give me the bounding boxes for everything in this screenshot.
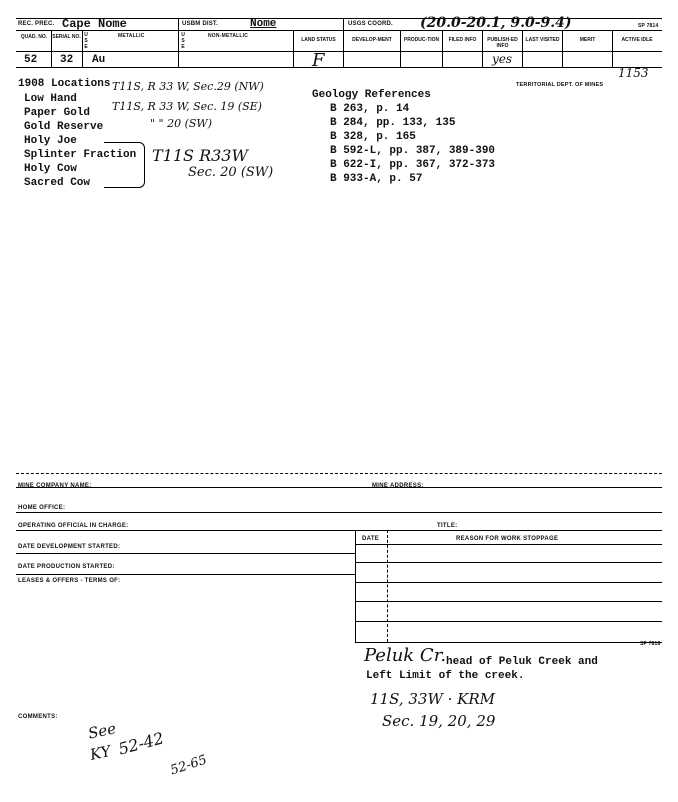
divider <box>562 30 563 67</box>
published-info-label: PUBLISH-ED INFO <box>487 37 518 49</box>
location-hand-1: 11S, 33W · KRM <box>370 690 496 708</box>
metallic-side: U S E <box>84 32 88 50</box>
mine-address-label: MINE ADDRESS: <box>372 483 424 489</box>
list-item: Paper Gold <box>24 107 91 119</box>
production-label: PRODUC-TION <box>403 37 440 43</box>
list-item: Holy Joe <box>24 135 77 147</box>
lower-dash-line <box>16 473 662 474</box>
geology-refs <box>330 102 495 186</box>
geology-title: Geology References <box>312 89 431 101</box>
metallic-label: METALLIC <box>118 33 145 39</box>
date-label: DATE <box>362 536 380 542</box>
comments-hand-1: See <box>86 719 118 743</box>
rec-prec-value: Cape Nome <box>62 17 127 31</box>
lower-line-3 <box>16 530 662 531</box>
date-production-label: DATE PRODUCTION STARTED: <box>18 564 115 570</box>
stoppage-line <box>355 642 662 643</box>
list-item: B 263, p. 14 <box>330 103 410 115</box>
list-item: B 933-A, p. 57 <box>330 173 423 185</box>
filed-info-label: FILED INFO <box>448 37 477 43</box>
lower-line-4 <box>16 553 355 554</box>
merit-label: MERIT <box>579 37 596 43</box>
operating-official-label: OPERATING OFFICIAL IN CHARGE: <box>18 523 129 529</box>
list-item: Gold Reserve <box>24 121 104 133</box>
usgs-coord-label: USGS COORD. <box>348 21 393 27</box>
serial-no-value: 32 <box>60 54 74 66</box>
lower-line-2 <box>16 512 662 513</box>
usgs-coord-value: (20.0-20.1, 9.0-9.4) <box>420 15 572 31</box>
territorial-stamp: TERRITORIAL DEPT. OF MINES <box>516 82 604 88</box>
stoppage-line <box>355 562 662 563</box>
develop-label: DEVELOP-MENT <box>352 37 392 43</box>
non-metallic-label: NON-METALLIC <box>208 33 249 39</box>
rec-prec-label: REC. PREC. <box>18 21 55 27</box>
locations-block <box>18 78 110 90</box>
lower-line-5 <box>16 574 355 575</box>
bracket <box>104 142 145 188</box>
location-hand-2: Sec. 19, 20, 29 <box>382 712 496 730</box>
quad-no-label: QUAD. NO. <box>20 34 48 40</box>
bracket-note-1: T11S R33W <box>152 146 248 165</box>
list-item: B 328, p. 165 <box>330 131 416 143</box>
list-item: B 592-L, pp. 387, 389-390 <box>330 145 496 157</box>
non-metallic-side: U S E <box>181 32 185 50</box>
location-note: T11S, R 33 W, Sec.29 (NW) <box>112 80 264 93</box>
card-mark: 1153 <box>618 66 649 80</box>
date-development-label: DATE DEVELOPMENT STARTED: <box>18 544 121 550</box>
lower-line-date <box>355 544 662 545</box>
bracket-note-2: Sec. 20 (SW) <box>188 165 274 180</box>
lower-divider <box>355 530 356 642</box>
peluk-typed-1: head of Peluk Creek and <box>446 656 598 668</box>
quad-no-value: 52 <box>24 54 38 66</box>
list-item: B 284, pp. 133, 135 <box>330 117 456 129</box>
land-status-value: F <box>312 50 325 71</box>
usbm-dist-label: USBM DIST. <box>182 21 219 27</box>
home-office-label: HOME OFFICE: <box>18 505 66 511</box>
list-item: Low Hand <box>24 93 77 105</box>
form-number: SP 7814 <box>638 23 659 29</box>
date-col-divider <box>387 530 388 642</box>
list-item: Splinter Fraction <box>24 149 137 161</box>
divider <box>178 18 179 67</box>
divider <box>482 30 483 67</box>
stoppage-line <box>355 621 662 622</box>
stoppage-line <box>355 582 662 583</box>
mine-company-label: MINE COMPANY NAME: <box>18 483 92 489</box>
header-bottom-line <box>16 67 662 68</box>
published-value: yes <box>492 52 513 66</box>
comments-hand-4: 52-65 <box>168 752 209 779</box>
list-item: Sacred Cow <box>24 177 91 189</box>
location-note: T11S, R 33 W, Sec. 19 (SE) <box>112 100 262 113</box>
form-number-2: SP 7818 <box>640 641 661 647</box>
reason-label: REASON FOR WORK STOPPAGE <box>456 536 559 542</box>
divider <box>522 30 523 67</box>
lower-line-1 <box>16 487 662 488</box>
active-idle-label: ACTIVE IDLE <box>621 37 653 43</box>
divider <box>442 30 443 67</box>
location-note: " " 20 (SW) <box>150 117 213 130</box>
list-item: Holy Cow <box>24 163 77 175</box>
locations-title: 1908 Locations <box>18 78 111 90</box>
divider <box>343 18 344 67</box>
last-visited-label: LAST VISITED <box>525 37 560 43</box>
divider <box>400 30 401 67</box>
peluk-hand: Peluk Cr. <box>364 645 447 666</box>
divider <box>293 30 294 67</box>
metallic-value: Au <box>92 54 106 66</box>
serial-no-label: SERIAL NO. <box>52 34 81 40</box>
comments-hand-3: 52-42 <box>116 728 166 759</box>
list-item: B 622-I, pp. 367, 372-373 <box>330 159 496 171</box>
land-status-label: LAND STATUS <box>301 37 336 43</box>
usbm-dist-value: Nome <box>250 18 277 30</box>
title-label: TITLE: <box>437 523 458 529</box>
comments-hand-2: KY <box>88 742 113 764</box>
stoppage-line <box>355 601 662 602</box>
leases-label: LEASES & OFFERS - TERMS OF: <box>18 578 121 584</box>
divider <box>612 30 613 67</box>
peluk-typed-2: Left Limit of the creek. <box>366 670 525 682</box>
comments-label: COMMENTS: <box>18 714 58 720</box>
header-sub-line <box>16 51 662 52</box>
